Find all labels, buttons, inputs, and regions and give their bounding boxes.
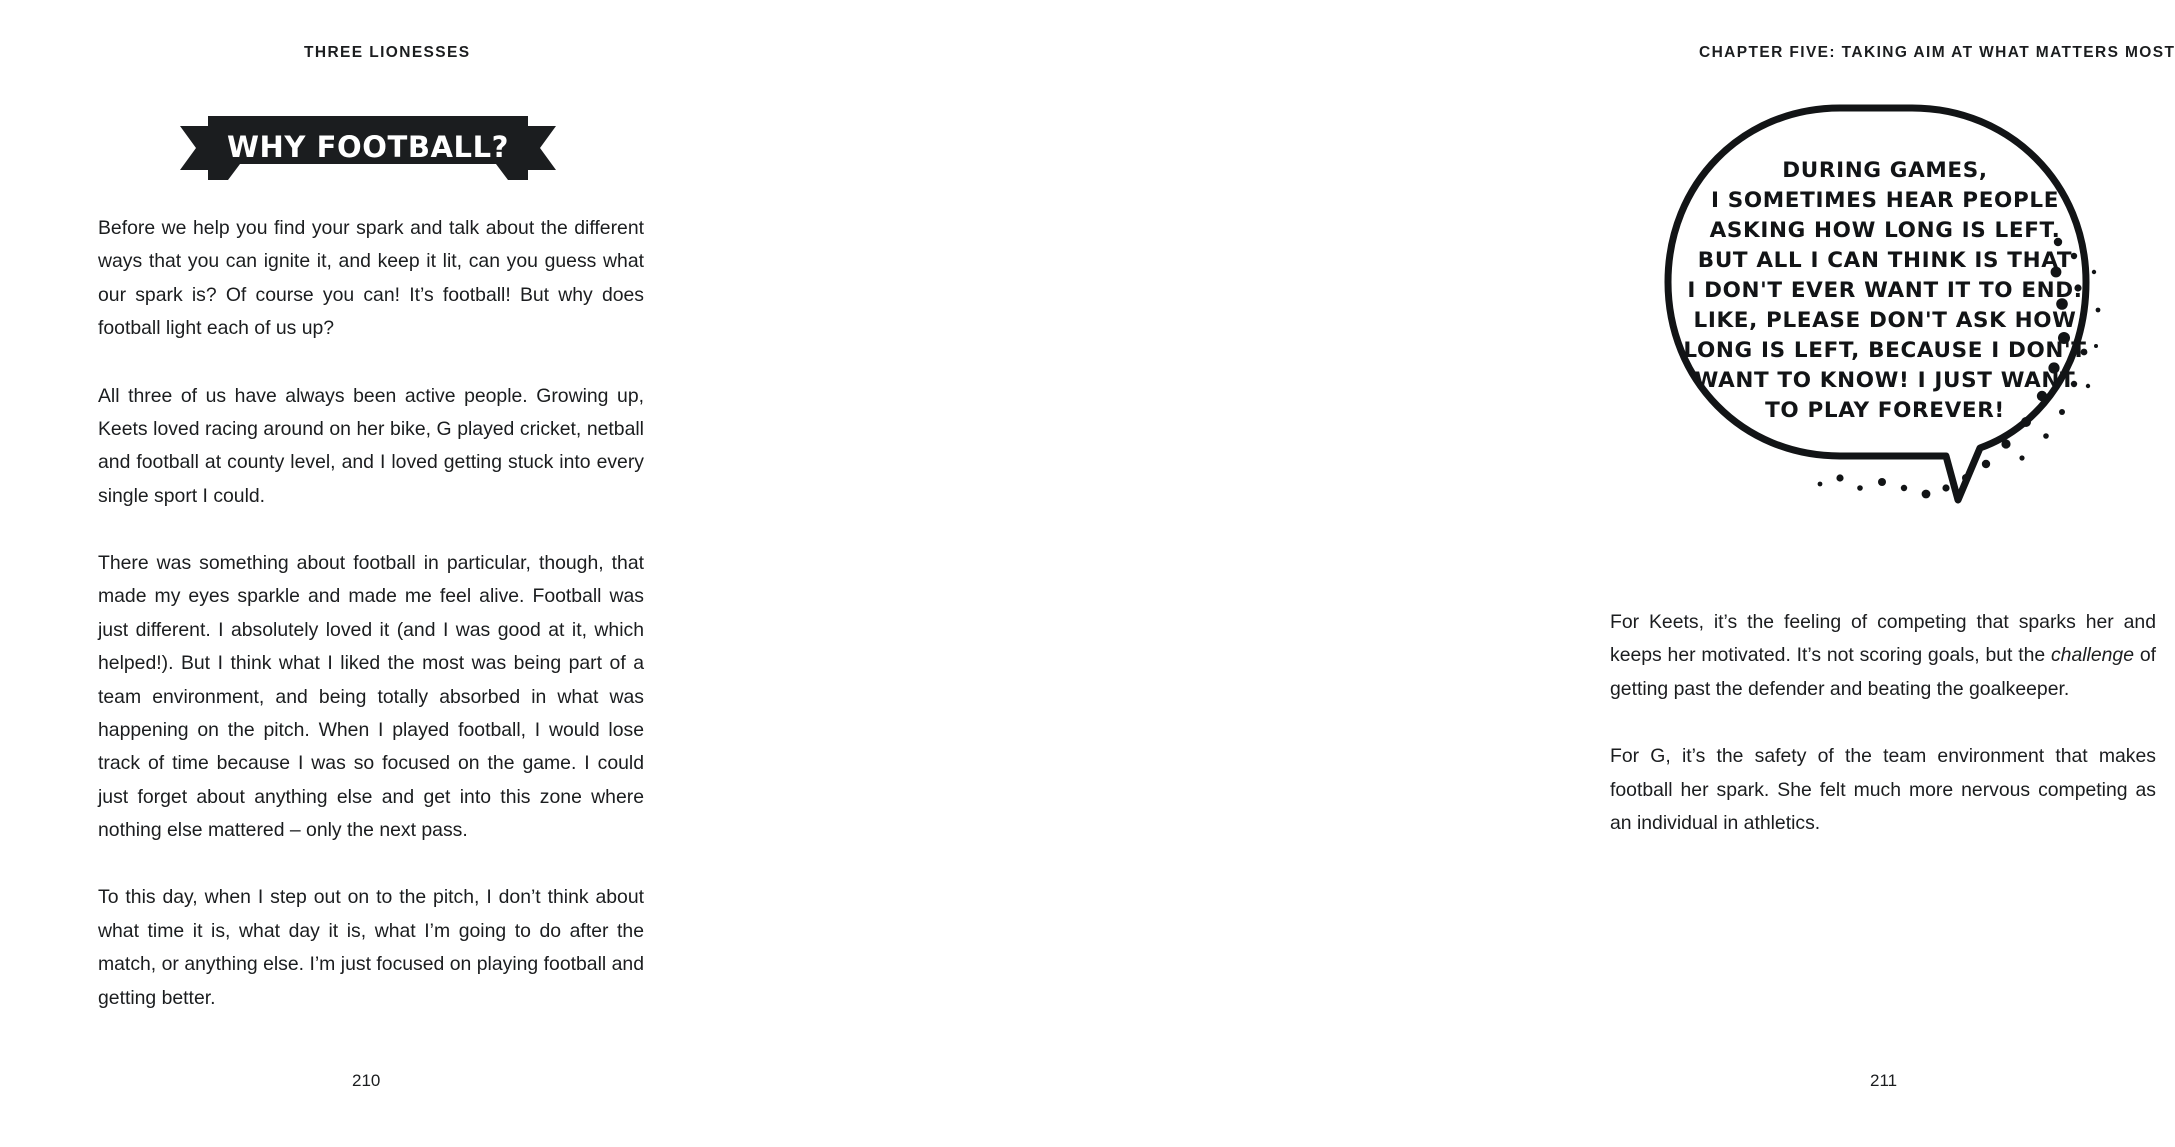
paragraph	[1610, 740, 2156, 840]
page-number-left: 210	[352, 1071, 381, 1090]
paragraph	[1610, 606, 2156, 706]
paragraph: To this day, when I step out on to the pitch, I don’t think about what time it is, what day it is, what I’m going to do after the match, or anything else. I’m just focused on playing football and getting better.	[98, 886, 644, 1009]
bubble-line: BUT ALL I CAN THINK IS THAT	[1697, 248, 2073, 273]
right-body-text	[1610, 606, 2156, 840]
right-page	[750, 0, 2175, 1147]
paragraph: All three of us have always been active people. Growing up, Keets loved racing around on her bike, G played cricket, netball and football at county level, and I loved getting stuck into every single sport I could.	[98, 384, 644, 507]
bubble-line: I SOMETIMES HEAR PEOPLE	[1710, 188, 2060, 213]
paragraph-text-before: For G, it’s the safety of the team environment that makes football her spark. She felt much more nervous competing as an individual in athletics.	[1610, 745, 2156, 834]
bubble-line: TO PLAY FOREVER!	[1765, 398, 2005, 423]
bubble-line: I DON'T EVER WANT IT TO END.	[1687, 278, 2083, 303]
section-heading-banner	[178, 108, 558, 186]
paragraph-text-before: For Keets, it’s the feeling of competing that sparks her and keeps her motivated. It’s not scoring goals, but the	[1610, 611, 2156, 667]
bubble-line: LONG IS LEFT, BECAUSE I DON'T	[1683, 338, 2087, 363]
paragraph: Before we help you find your spark and talk about the different ways that you can ignite it, and keep it lit, can you guess what our spark is? Of course you can! It’s football! But why does football light each of us up?	[98, 217, 644, 340]
bubble-line: ASKING HOW LONG IS LEFT.	[1709, 218, 2061, 243]
page-number-right: 211	[1870, 1071, 1898, 1090]
paragraph-emphasis: challenge	[2050, 644, 2135, 667]
bubble-line: WANT TO KNOW! I JUST WANT	[1694, 368, 2076, 393]
paragraph: There was something about football in particular, though, that made my eyes sparkle and made me feel alive. Football was just different. I absolutely loved it (and I was good at it, which helped!). But I think what I liked the most was being part of a team environment, and being totally absorbed in what was happening on the pitch. When I played football, I would lose track of time because I was so focused on the game. I could just forget about anything else and get into this zone where nothing else mattered – only the next pass.	[98, 552, 644, 841]
running-head-left: THREE LIONESSES	[304, 44, 471, 61]
running-head-right: CHAPTER FIVE: TAKING AIM AT WHAT MATTERS MOST	[1699, 44, 2175, 61]
left-body-text	[98, 212, 644, 1015]
section-heading-text: WHY FOOTBALL?	[226, 130, 510, 164]
left-page	[0, 0, 750, 1147]
speech-bubble-shape	[1650, 96, 2120, 526]
bubble-line: LIKE, PLEASE DON'T ASK HOW	[1693, 308, 2077, 333]
speech-bubble	[1650, 96, 2120, 526]
bubble-line: DURING GAMES,	[1782, 158, 1988, 183]
paragraph-text-after: of getting past the defender and beating the goalkeeper.	[1610, 644, 2156, 700]
